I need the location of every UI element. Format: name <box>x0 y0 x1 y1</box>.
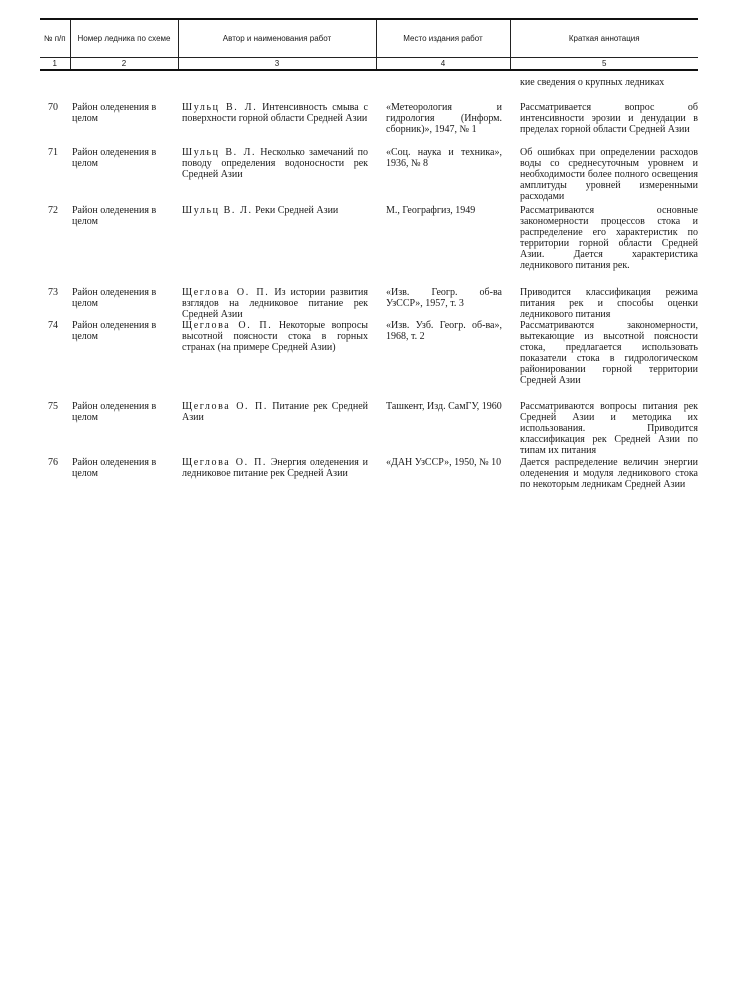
work-title: Некоторые вопросы высотной поясности стока в горных странах (на примере Средней Азии) <box>182 320 368 353</box>
work-title: Несколько замечаний по поводу определения водоносности рек Средней Азии <box>182 147 369 180</box>
table-row <box>40 401 698 457</box>
row-number: 70 <box>48 102 58 113</box>
table-row <box>40 205 698 287</box>
column-index-1: 1 <box>40 58 70 71</box>
table-row <box>40 102 698 147</box>
place-cell: «Соц. наука и техника», 1936, № 8 <box>386 147 502 169</box>
work-cell <box>178 401 376 457</box>
work-cell <box>178 102 376 147</box>
glacier-cell: Район оледенения в целом <box>72 401 157 423</box>
place-cell: М., Географгиз, 1949 <box>386 205 476 216</box>
annotation-cell: Рассматриваются вопросы питания рек Средней Азии и методика их использования. Приводится классификация рек Средней Азии по типам их питания <box>520 401 698 456</box>
column-index-3: 3 <box>178 58 376 71</box>
header-annotation: Краткая аннотация <box>510 19 698 58</box>
header-publication-place: Место издания работ <box>376 19 510 58</box>
annotation-cell: Дается распределение величин энергии оледенения и модуля ледникового стока по некоторым ледникам Средней Азии <box>520 457 698 490</box>
bibliography-table <box>40 18 698 507</box>
column-index-4: 4 <box>376 58 510 71</box>
author-name: Щеглова О. П. <box>182 287 270 298</box>
author-name: Щеглова О. П. <box>182 320 273 331</box>
work-title: Реки Средней Азии <box>255 205 339 216</box>
header-glacier-number: Номер ледника по схеме <box>70 19 178 58</box>
column-index-2: 2 <box>70 58 178 71</box>
row-number: 74 <box>48 320 58 331</box>
work-title: Питание рек Средней Азии <box>182 401 368 423</box>
row-number: 71 <box>48 147 58 158</box>
work-title: Из истории развития взглядов на ледниковое питание рек Средней Азии <box>182 287 368 320</box>
header-number: № п/п <box>40 19 70 58</box>
table-row <box>40 320 698 401</box>
glacier-cell: Район оледенения в целом <box>72 147 157 169</box>
glacier-cell: Район оледенения в целом <box>72 102 157 124</box>
place-cell: «Метеорология и гидрология (Информ. сборник)», 1947, № 1 <box>386 102 502 135</box>
work-cell <box>178 205 376 287</box>
annotation-cell: Приводится классификация режима питания рек и способы оценки ледникового питания <box>520 287 698 320</box>
annotation-cell: Об ошибках при определении расходов воды со среднесуточным уровнем и необходимости более полного освещения амплитуды уровней измеренными расходами <box>520 147 698 202</box>
work-title: Энергия оледенения и ледниковое питание рек Средней Азии <box>182 457 368 479</box>
table-row <box>40 147 698 205</box>
glacier-cell: Район оледенения в целом <box>72 287 157 309</box>
row-number: 72 <box>48 205 58 216</box>
glacier-cell: Район оледенения в целом <box>72 205 157 227</box>
author-name: Шульц В. Л. <box>182 205 253 216</box>
row-number: 76 <box>48 457 58 468</box>
author-name: Щеглова О. П. <box>182 401 268 412</box>
work-cell <box>178 457 376 507</box>
header-author-works: Автор и наименования работ <box>178 19 376 58</box>
table-row <box>40 287 698 320</box>
place-cell: Ташкент, Изд. СамГУ, 1960 <box>386 401 502 412</box>
table-header <box>40 19 698 70</box>
work-cell <box>178 287 376 320</box>
glacier-cell: Район оледенения в целом <box>72 457 157 479</box>
glacier-cell: Район оледенения в целом <box>72 320 157 342</box>
row-number: 73 <box>48 287 58 298</box>
annotation-cell: Рассматривается вопрос об интенсивности эрозии и денудации в пределах горной области Средней Азии <box>520 102 698 135</box>
annotation-cell: Рассматриваются основные закономерности процессов стока и распределение его характеристик по территории горной области Средней Азии. Дается характеристика ледникового питания рек. <box>520 205 698 271</box>
table-row <box>40 457 698 507</box>
work-cell <box>178 320 376 401</box>
place-cell: «ДАН УзССР», 1950, № 10 <box>386 457 502 468</box>
author-name: Шульц В. Л. <box>182 102 258 113</box>
continuation-annotation: кие сведения о крупных ледниках <box>520 77 665 88</box>
row-number: 75 <box>48 401 58 412</box>
place-cell: «Изв. Геогр. об-ва УзССР», 1957, т. 3 <box>386 287 502 309</box>
continuation-row <box>40 70 698 102</box>
annotation-cell: Рассматриваются закономерности, вытекающие из высотной поясности стока, предлагается использовать показатели стока в гидрологическом районировании горной территории Средней Азии <box>520 320 698 386</box>
work-cell <box>178 147 376 205</box>
place-cell: «Изв. Узб. Геогр. об-ва», 1968, т. 2 <box>386 320 502 342</box>
author-name: Шульц В. Л. <box>182 147 257 158</box>
author-name: Щеглова О. П. <box>182 457 267 468</box>
column-index-5: 5 <box>510 58 698 71</box>
work-title: Интенсивность смыва с поверхности горной области Средней Азии <box>182 102 368 124</box>
